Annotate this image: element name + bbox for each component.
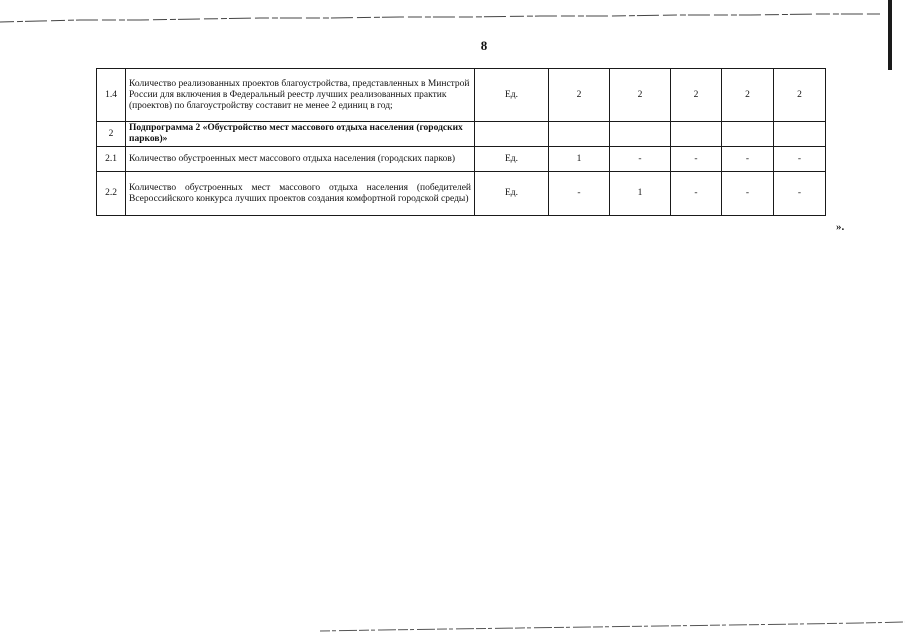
- table-row: [97, 122, 826, 147]
- row-description: Количество обустроенных мест массового отдыха населения (победителей Всероссийского конкурса лучших проектов создания комфортной городской среды): [126, 172, 475, 216]
- row-unit: Ед.: [475, 69, 549, 122]
- row-value: -: [774, 147, 826, 172]
- row-value: 2: [722, 69, 774, 122]
- table-row: [97, 147, 826, 172]
- table-row: [97, 172, 826, 216]
- page-number: 8: [480, 38, 488, 53]
- row-number: 2: [97, 122, 126, 147]
- row-value: -: [722, 172, 774, 216]
- row-description: Количество реализованных проектов благоустройства, представленных в Минстрой России для включения в Федеральный реестр лучших реализованных практик (проектов) по благоустройству составит не менее 2 единиц в год;: [126, 69, 475, 122]
- row-unit: Ед.: [475, 172, 549, 216]
- row-unit: Ед.: [475, 147, 549, 172]
- row-unit: [475, 122, 549, 147]
- table-row: [97, 69, 826, 122]
- row-value: [722, 122, 774, 147]
- scan-artifact-top: [0, 12, 905, 32]
- row-value: 2: [671, 69, 722, 122]
- row-value: [549, 122, 610, 147]
- row-description: Количество обустроенных мест массового отдыха населения (городских парков): [126, 147, 475, 172]
- row-number: 2.1: [97, 147, 126, 172]
- row-value: [671, 122, 722, 147]
- scan-artifact-edge: [888, 0, 892, 70]
- row-value: 2: [774, 69, 826, 122]
- closing-quote-mark: ».: [836, 221, 845, 233]
- row-value: 2: [610, 69, 671, 122]
- row-value: -: [671, 147, 722, 172]
- subprogram-title: Подпрограмма 2 «Обустройство мест массового отдыха населения (городских парков)»: [126, 122, 475, 147]
- row-value: -: [774, 172, 826, 216]
- row-value: [610, 122, 671, 147]
- row-number: 1.4: [97, 69, 126, 122]
- row-value: [774, 122, 826, 147]
- row-value: 1: [610, 172, 671, 216]
- row-value: -: [722, 147, 774, 172]
- row-value: -: [549, 172, 610, 216]
- row-value: -: [610, 147, 671, 172]
- row-value: 2: [549, 69, 610, 122]
- row-value: 1: [549, 147, 610, 172]
- row-value: -: [671, 172, 722, 216]
- scan-artifact-bottom: [320, 615, 905, 635]
- indicators-table: [96, 68, 826, 216]
- row-number: 2.2: [97, 172, 126, 216]
